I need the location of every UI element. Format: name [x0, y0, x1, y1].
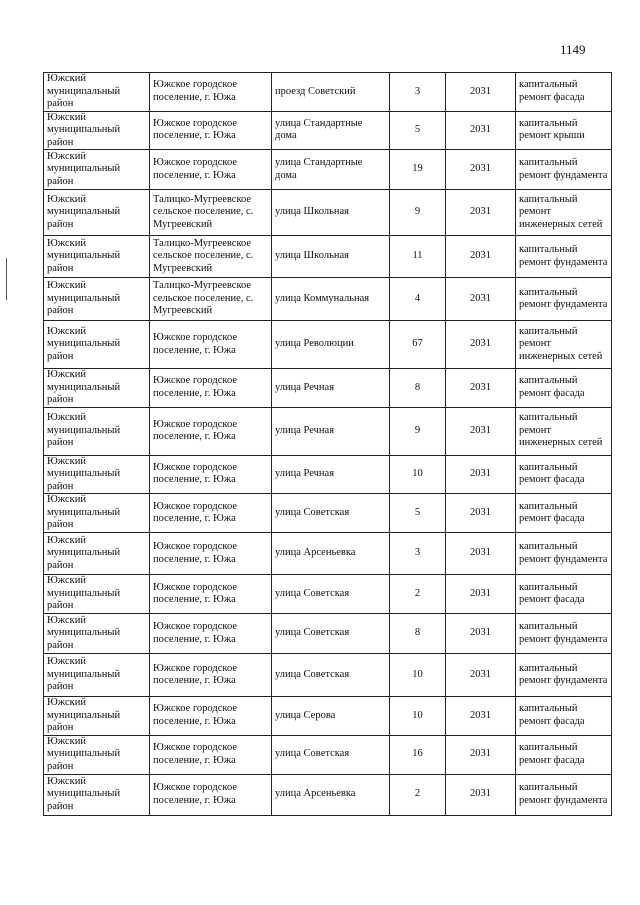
district-cell: Южский муниципальный район [44, 278, 150, 321]
street-cell: улица Советская [272, 494, 390, 533]
work-type-cell: капитальный ремонт фундамента [516, 614, 612, 654]
work-type-cell: капитальный ремонт фасада [516, 494, 612, 533]
table-row [44, 575, 612, 614]
house-number-cell: 2 [390, 774, 446, 815]
street-cell: улица Арсеньевка [272, 533, 390, 575]
work-type-cell: капитальный ремонт фундамента [516, 150, 612, 190]
settlement-cell: Южское городское поселение, г. Южа [150, 494, 272, 533]
house-number-cell: 10 [390, 697, 446, 736]
street-cell: улица Советская [272, 654, 390, 697]
work-type-cell: капитальный ремонт фасада [516, 73, 612, 112]
district-cell: Южский муниципальный район [44, 111, 150, 150]
street-cell: улица Советская [272, 614, 390, 654]
district-cell: Южский муниципальный район [44, 774, 150, 815]
table-row [44, 494, 612, 533]
street-cell: улица Стандартные дома [272, 111, 390, 150]
street-cell: улица Речная [272, 407, 390, 455]
street-cell: улица Речная [272, 369, 390, 408]
district-cell: Южский муниципальный район [44, 494, 150, 533]
settlement-cell: Южское городское поселение, г. Южа [150, 111, 272, 150]
house-number-cell: 3 [390, 533, 446, 575]
work-type-cell: капитальный ремонт фундамента [516, 774, 612, 815]
street-cell: улица Речная [272, 455, 390, 494]
street-cell: проезд Советский [272, 73, 390, 112]
house-number-cell: 19 [390, 150, 446, 190]
table-row [44, 111, 612, 150]
street-cell: улица Советская [272, 735, 390, 774]
district-cell: Южский муниципальный район [44, 369, 150, 408]
year-cell: 2031 [446, 190, 516, 236]
year-cell: 2031 [446, 735, 516, 774]
house-number-cell: 8 [390, 369, 446, 408]
district-cell: Южский муниципальный район [44, 533, 150, 575]
district-cell: Южский муниципальный район [44, 73, 150, 112]
district-cell: Южский муниципальный район [44, 735, 150, 774]
page-number: 1149 [560, 42, 586, 57]
settlement-cell: Южское городское поселение, г. Южа [150, 321, 272, 369]
table-row [44, 278, 612, 321]
work-type-cell: капитальный ремонт инженерных сетей [516, 407, 612, 455]
year-cell: 2031 [446, 697, 516, 736]
table-row [44, 150, 612, 190]
table-row [44, 735, 612, 774]
street-cell: улица Серова [272, 697, 390, 736]
work-type-cell: капитальный ремонт инженерных сетей [516, 190, 612, 236]
street-cell: улица Арсеньевка [272, 774, 390, 815]
year-cell: 2031 [446, 654, 516, 697]
table-row [44, 236, 612, 278]
district-cell: Южский муниципальный район [44, 236, 150, 278]
settlement-cell: Южское городское поселение, г. Южа [150, 735, 272, 774]
table-row [44, 533, 612, 575]
table-row [44, 654, 612, 697]
year-cell: 2031 [446, 278, 516, 321]
year-cell: 2031 [446, 575, 516, 614]
table-body [44, 73, 612, 816]
year-cell: 2031 [446, 407, 516, 455]
year-cell: 2031 [446, 111, 516, 150]
street-cell: улица Школьная [272, 236, 390, 278]
year-cell: 2031 [446, 73, 516, 112]
table-row [44, 190, 612, 236]
district-cell: Южский муниципальный район [44, 407, 150, 455]
table-row [44, 614, 612, 654]
work-type-cell: капитальный ремонт фасада [516, 735, 612, 774]
work-type-cell: капитальный ремонт фундамента [516, 654, 612, 697]
house-number-cell: 5 [390, 111, 446, 150]
year-cell: 2031 [446, 455, 516, 494]
house-number-cell: 67 [390, 321, 446, 369]
work-type-cell: капитальный ремонт фундамента [516, 533, 612, 575]
district-cell: Южский муниципальный район [44, 321, 150, 369]
settlement-cell: Южское городское поселение, г. Южа [150, 369, 272, 408]
work-type-cell: капитальный ремонт фасада [516, 575, 612, 614]
year-cell: 2031 [446, 533, 516, 575]
house-number-cell: 2 [390, 575, 446, 614]
house-number-cell: 11 [390, 236, 446, 278]
settlement-cell: Южское городское поселение, г. Южа [150, 774, 272, 815]
year-cell: 2031 [446, 774, 516, 815]
year-cell: 2031 [446, 236, 516, 278]
house-number-cell: 4 [390, 278, 446, 321]
settlement-cell: Южское городское поселение, г. Южа [150, 697, 272, 736]
district-cell: Южский муниципальный район [44, 150, 150, 190]
settlement-cell: Южское городское поселение, г. Южа [150, 73, 272, 112]
table-row [44, 407, 612, 455]
district-cell: Южский муниципальный район [44, 654, 150, 697]
house-number-cell: 9 [390, 190, 446, 236]
house-number-cell: 16 [390, 735, 446, 774]
settlement-cell: Южское городское поселение, г. Южа [150, 654, 272, 697]
table-row [44, 369, 612, 408]
year-cell: 2031 [446, 494, 516, 533]
table-row [44, 73, 612, 112]
table-row [44, 321, 612, 369]
work-type-cell: капитальный ремонт фундамента [516, 278, 612, 321]
settlement-cell: Талицко-Мугреевское сельское поселение, с. Мугреевский [150, 278, 272, 321]
year-cell: 2031 [446, 150, 516, 190]
work-type-cell: капитальный ремонт фасада [516, 369, 612, 408]
district-cell: Южский муниципальный район [44, 190, 150, 236]
work-type-cell: капитальный ремонт фундамента [516, 236, 612, 278]
housing-repair-table [43, 72, 612, 816]
district-cell: Южский муниципальный район [44, 455, 150, 494]
house-number-cell: 3 [390, 73, 446, 112]
table-row [44, 697, 612, 736]
district-cell: Южский муниципальный район [44, 614, 150, 654]
settlement-cell: Южское городское поселение, г. Южа [150, 533, 272, 575]
settlement-cell: Южское городское поселение, г. Южа [150, 407, 272, 455]
settlement-cell: Талицко-Мугреевское сельское поселение, с. Мугреевский [150, 190, 272, 236]
table-row [44, 774, 612, 815]
year-cell: 2031 [446, 321, 516, 369]
district-cell: Южский муниципальный район [44, 575, 150, 614]
house-number-cell: 8 [390, 614, 446, 654]
district-cell: Южский муниципальный район [44, 697, 150, 736]
street-cell: улица Школьная [272, 190, 390, 236]
street-cell: улица Советская [272, 575, 390, 614]
house-number-cell: 5 [390, 494, 446, 533]
work-type-cell: капитальный ремонт крыши [516, 111, 612, 150]
margin-scan-mark [6, 258, 7, 300]
street-cell: улица Стандартные дома [272, 150, 390, 190]
settlement-cell: Южское городское поселение, г. Южа [150, 575, 272, 614]
work-type-cell: капитальный ремонт инженерных сетей [516, 321, 612, 369]
table-row [44, 455, 612, 494]
year-cell: 2031 [446, 369, 516, 408]
year-cell: 2031 [446, 614, 516, 654]
work-type-cell: капитальный ремонт фасада [516, 455, 612, 494]
settlement-cell: Южское городское поселение, г. Южа [150, 614, 272, 654]
settlement-cell: Южское городское поселение, г. Южа [150, 455, 272, 494]
street-cell: улица Революции [272, 321, 390, 369]
work-type-cell: капитальный ремонт фасада [516, 697, 612, 736]
settlement-cell: Талицко-Мугреевское сельское поселение, с. Мугреевский [150, 236, 272, 278]
house-number-cell: 10 [390, 654, 446, 697]
house-number-cell: 10 [390, 455, 446, 494]
house-number-cell: 9 [390, 407, 446, 455]
street-cell: улица Коммунальная [272, 278, 390, 321]
settlement-cell: Южское городское поселение, г. Южа [150, 150, 272, 190]
